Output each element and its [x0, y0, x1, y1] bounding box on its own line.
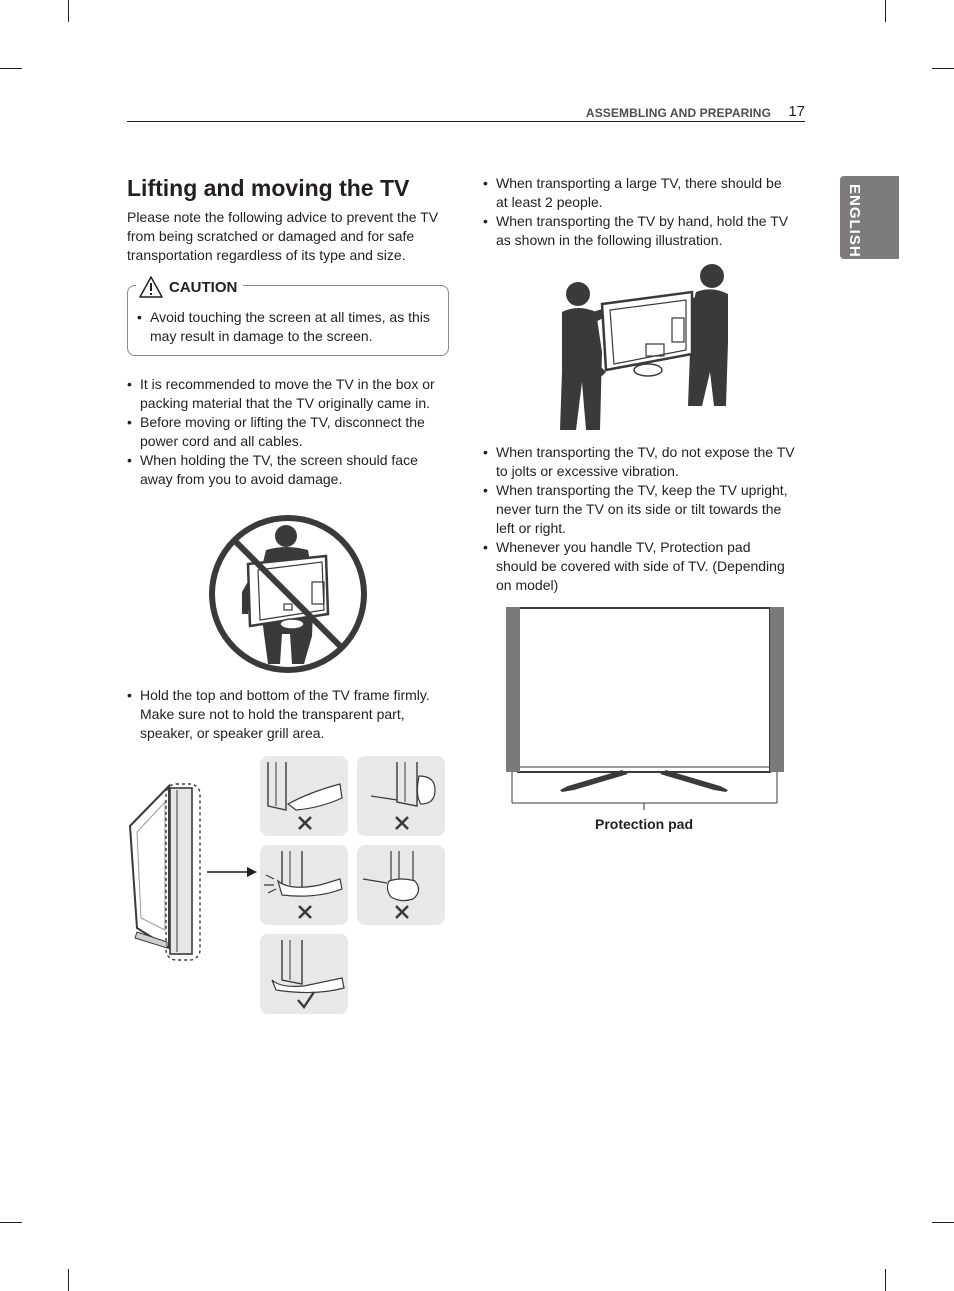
list-item: • When transporting the TV, keep the TV upright, never turn the TV on its side or tilt towards the left or right. — [483, 481, 795, 538]
list-item: • It is recommended to move the TV in the box or packing material that the TV originally came in. — [127, 375, 449, 413]
section-title: ASSEMBLING AND PREPARING — [585, 106, 771, 120]
tv-stand — [560, 770, 628, 792]
caution-list — [137, 308, 436, 346]
bullet-list-moving — [127, 375, 449, 489]
list-item: • When transporting a large TV, there should be at least 2 people. — [483, 174, 795, 212]
protection-pad-right — [770, 607, 784, 772]
language-tab — [840, 176, 899, 259]
caution-label: CAUTION — [169, 278, 238, 296]
prohibited-illustration — [208, 514, 368, 674]
grip-panel — [357, 845, 445, 925]
list-item: • When transporting the TV by hand, hold the TV as shown in the following illustration. — [483, 212, 795, 250]
protection-pad-diagram — [500, 604, 790, 810]
grip-panel — [260, 756, 348, 836]
header-rule — [127, 121, 805, 122]
list-item: • Hold the top and bottom of the TV frame firmly. Make sure not to hold the transparent part, speaker, or speaker grill area. — [127, 686, 449, 743]
grip-panel — [260, 934, 348, 1014]
caution-box — [127, 278, 449, 356]
tv-screen — [518, 608, 770, 772]
list-item: • Whenever you handle TV, Protection pad should be covered with side of TV. (Depending on model) — [483, 538, 795, 595]
grip-panel — [260, 845, 348, 925]
bullet-list-holding — [127, 686, 449, 743]
protection-pad-label: Protection pad — [594, 816, 693, 832]
left-column — [127, 174, 449, 489]
list-item: • Before moving or lifting the TV, disconnect the power cord and all cables. — [127, 413, 449, 451]
intro-paragraph: Please note the following advice to prevent the TV from being scratched or damaged and for safe transportation regardless of its type and size. — [127, 209, 439, 263]
warning-icon — [138, 275, 164, 299]
list-item: • When holding the TV, the screen should face away from you to avoid damage. — [127, 451, 449, 489]
two-people-illustration — [556, 262, 732, 430]
list-item: • When transporting the TV, do not expose the TV to jolts or excessive vibration. — [483, 443, 795, 481]
bullet-list-transport — [483, 174, 795, 250]
tv-stand — [660, 770, 728, 792]
page-number: 17 — [788, 103, 805, 120]
bullet-list-transport-care — [483, 443, 795, 595]
tv-back-shape — [602, 292, 692, 376]
language-tab-label: ENGLISH — [846, 184, 863, 258]
arrow-right-icon — [207, 867, 257, 877]
protection-pad-left — [506, 607, 520, 772]
grip-panel — [357, 756, 445, 836]
page-header — [127, 100, 805, 124]
tv-side-illustration — [127, 780, 267, 970]
page-title: Lifting and moving the TV — [127, 175, 410, 201]
caution-header — [136, 275, 243, 299]
list-item: • Avoid touching the screen at all times, as this may result in damage to the screen. — [137, 308, 436, 346]
